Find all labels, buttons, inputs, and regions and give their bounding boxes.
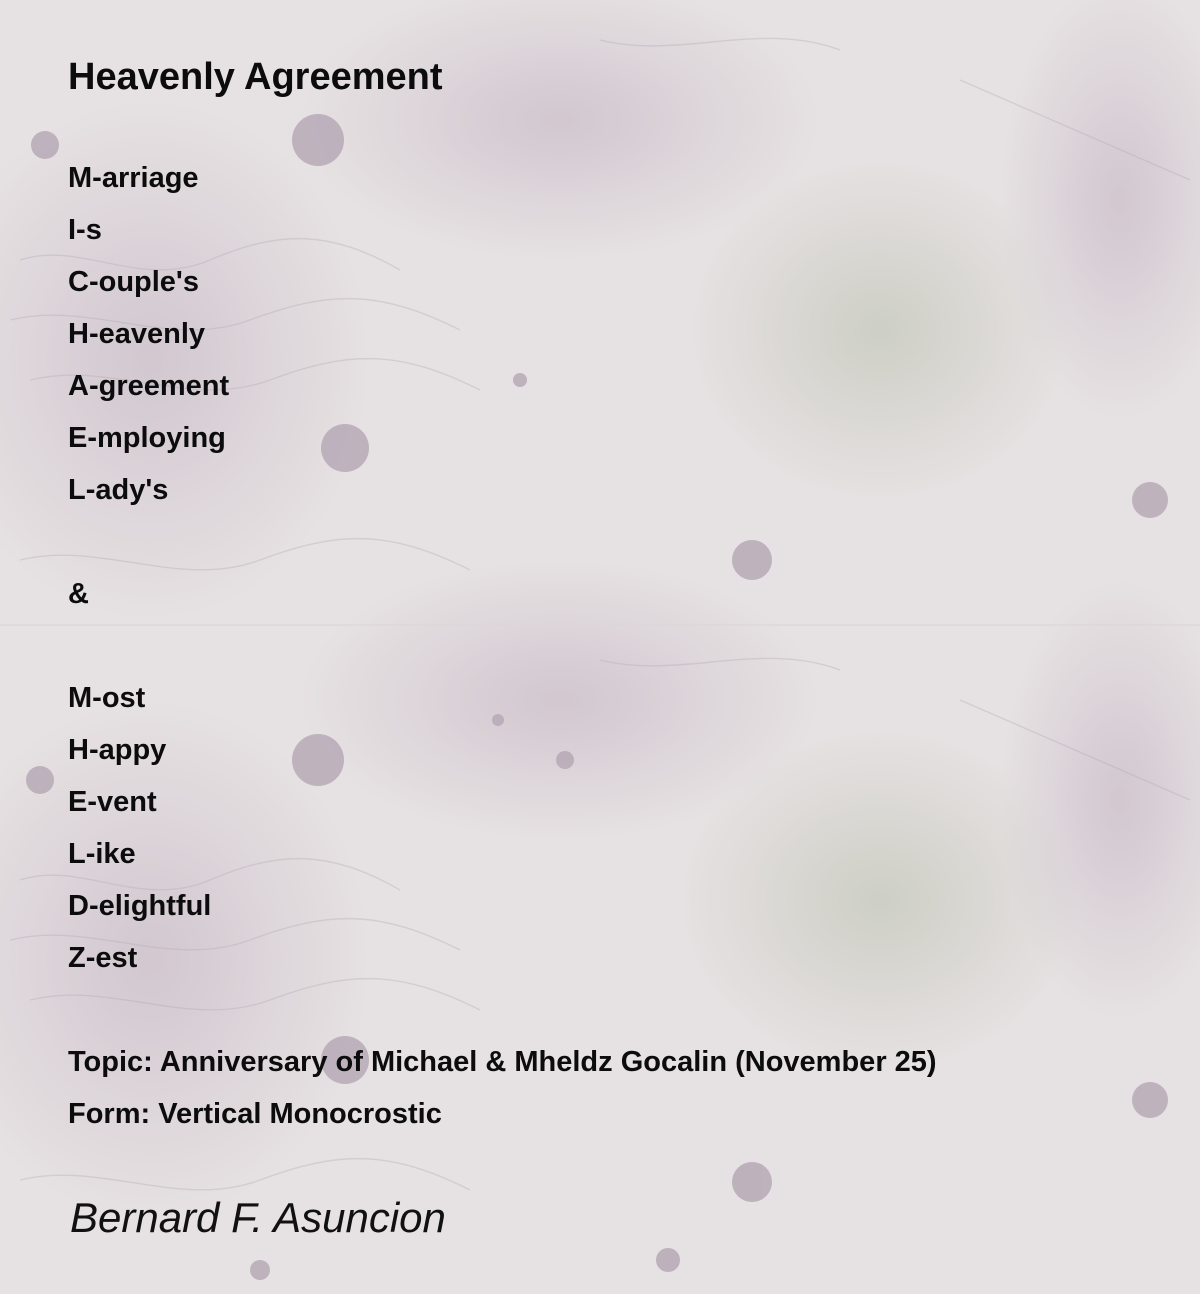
poem-line: D-elightful bbox=[68, 890, 212, 922]
poem-author: Bernard F. Asuncion bbox=[70, 1194, 446, 1241]
poem-notes bbox=[68, 1036, 937, 1140]
poem-line: H-appy bbox=[68, 734, 167, 766]
poem-line: M-arriage bbox=[68, 162, 199, 194]
poem-title: Heavenly Agreement bbox=[68, 56, 443, 98]
poem-line: A-greement bbox=[68, 370, 230, 402]
poem-blank-line bbox=[68, 516, 229, 568]
poem-blank-line bbox=[68, 620, 229, 672]
poem-line: H-eavenly bbox=[68, 318, 206, 350]
poem-line: E-mploying bbox=[68, 422, 226, 454]
poem-line: Z-est bbox=[68, 942, 138, 974]
poem-line: & bbox=[68, 578, 89, 610]
poem-line: L-ike bbox=[68, 838, 136, 870]
poem-line: C-ouple's bbox=[68, 266, 199, 298]
poem-body bbox=[68, 152, 229, 984]
poem-line: E-vent bbox=[68, 786, 157, 818]
poem-form: Form: Vertical Monocrostic bbox=[68, 1098, 442, 1130]
poem-line: I-s bbox=[68, 214, 102, 246]
poem-line: M-ost bbox=[68, 682, 146, 714]
poem-line: L-ady's bbox=[68, 474, 169, 506]
poem-topic: Topic: Anniversary of Michael & Mheldz Gocalin (November 25) bbox=[68, 1046, 937, 1078]
